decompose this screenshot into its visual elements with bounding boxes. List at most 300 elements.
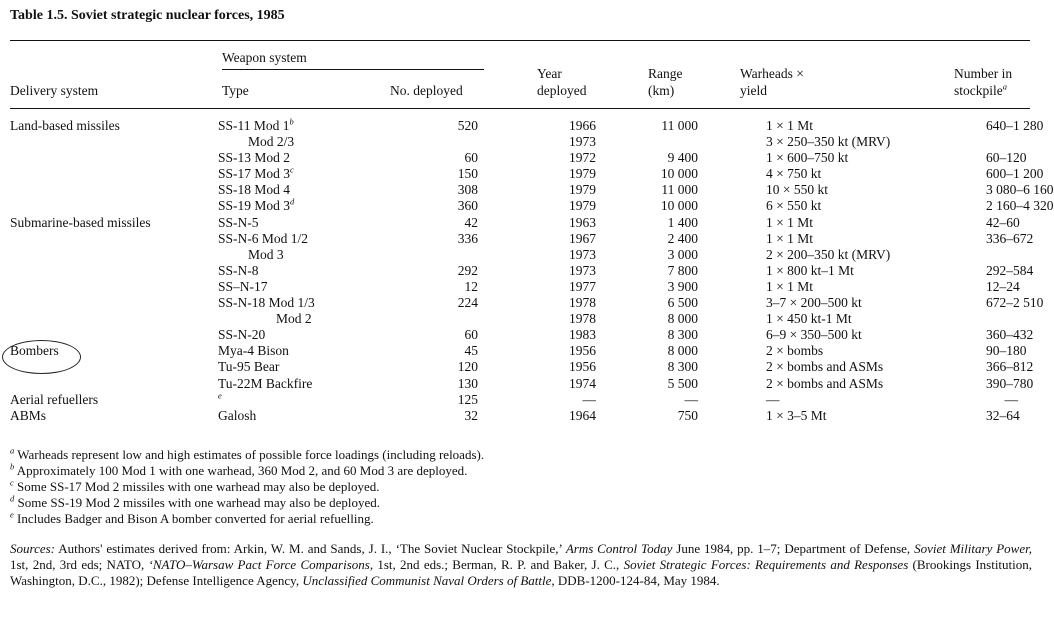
delivery-system-cell — [10, 150, 218, 166]
warheads-yield-cell — [698, 295, 986, 311]
warheads-yield-cell-text: 1 × 600–750 kt — [766, 150, 849, 166]
no-deployed-cell-text: 120 — [457, 359, 478, 375]
sources-segment: Authors' estimates derived from: Arkin, W. M. and Sands, J. I., ‘The Soviet Nuclear Stockpile,’ — [55, 541, 566, 556]
warheads-yield-cell-text: 2 × 200–350 kt (MRV) — [766, 246, 891, 262]
warheads-yield-cell-text: 1 × 3–5 Mt — [766, 407, 827, 423]
no-deployed-cell-text: 336 — [457, 230, 478, 246]
sources-segment: Soviet Strategic Forces: Requirements and Responses — [623, 557, 909, 572]
year-deployed-cell-text: 1973 — [569, 134, 596, 150]
stockpile-cell-text: 366–812 — [986, 359, 1034, 375]
no-deployed-cell — [388, 279, 478, 295]
weapon-type-cell — [218, 359, 388, 375]
footnote-mark: c — [10, 477, 14, 488]
stockpile-cell-text: — — [1004, 391, 1018, 407]
sources-note — [10, 541, 1032, 589]
year-deployed-cell — [478, 263, 638, 279]
stockpile-cell-text: 42–60 — [986, 214, 1020, 230]
year-deployed-cell-text: 1973 — [569, 262, 596, 278]
weapon-type-cell-text: SS-18 Mod 4 — [218, 182, 291, 198]
weapon-type-cell-text: Mya-4 Bison — [218, 343, 289, 359]
range-cell — [638, 408, 698, 424]
range-cell — [638, 150, 698, 166]
table-row — [10, 376, 1030, 392]
stockpile-cell — [986, 408, 1030, 424]
range-cell-text: 10 000 — [660, 198, 698, 214]
warheads-yield-cell — [698, 311, 986, 327]
range-cell — [638, 263, 698, 279]
range-cell-text: 11 000 — [661, 182, 698, 198]
no-deployed-cell — [388, 166, 478, 182]
weapon-type-cell-text: SS-N-18 Mod 1/3 — [218, 295, 315, 311]
stockpile-cell-text: 672–2 510 — [986, 295, 1044, 311]
footnote — [10, 463, 484, 479]
range-cell — [638, 376, 698, 392]
year-deployed-cell — [478, 166, 638, 182]
table-row — [10, 311, 1030, 327]
range-cell — [638, 295, 698, 311]
weapon-type-cell — [218, 150, 388, 166]
warheads-yield-cell-text: 6–9 × 350–500 kt — [766, 327, 862, 343]
year-deployed-cell-text: 1973 — [569, 246, 596, 262]
warheads-yield-cell — [698, 118, 986, 134]
weapon-type-cell — [218, 376, 388, 392]
stockpile-cell — [986, 247, 1030, 263]
stockpile-cell — [986, 134, 1030, 150]
table-row — [10, 198, 1030, 214]
warheads-yield-cell-text: 10 × 550 kt — [766, 182, 828, 198]
footnote-text: Warheads represent low and high estimates of possible force loadings (including reloads). — [17, 447, 485, 462]
year-deployed-cell — [478, 311, 638, 327]
warheads-yield-cell — [698, 134, 986, 150]
stockpile-cell — [986, 150, 1030, 166]
year-deployed-cell — [478, 408, 638, 424]
warheads-yield-cell — [698, 392, 986, 408]
stockpile-cell-text: 90–180 — [986, 343, 1027, 359]
delivery-system-cell — [10, 118, 218, 134]
weapon-type-cell-text: Galosh — [218, 407, 257, 423]
no-deployed-cell — [388, 215, 478, 231]
range-cell-text: 2 400 — [667, 230, 698, 246]
year-deployed-cell-text: 1979 — [569, 166, 596, 182]
warheads-yield-cell-text: 1 × 1 Mt — [766, 230, 813, 246]
table-row — [10, 263, 1030, 279]
stockpile-cell — [986, 118, 1044, 134]
range-cell — [638, 118, 698, 134]
delivery-system-cell — [10, 134, 218, 150]
footnote-mark: b — [289, 116, 294, 127]
warheads-yield-cell-text: 1 × 800 kt–1 Mt — [766, 262, 854, 278]
header-rule — [10, 108, 1030, 109]
range-cell — [638, 359, 698, 375]
sources-segment: Soviet Military Power, — [914, 541, 1032, 556]
no-deployed-cell — [388, 327, 478, 343]
no-deployed-cell — [388, 376, 478, 392]
footnote-mark: a — [10, 445, 15, 456]
sources-segment: Unclassified Communist Naval Orders of Battle, — [302, 573, 555, 588]
delivery-system-cell-text: Submarine-based missiles — [10, 214, 151, 230]
no-deployed-cell — [388, 392, 478, 408]
range-header-line1: Range — [648, 66, 683, 81]
warheads-yield-cell-text: 3–7 × 200–500 kt — [766, 295, 862, 311]
no-deployed-cell — [388, 118, 478, 134]
stockpile-cell — [986, 166, 1044, 182]
warheads-yield-cell-text: 2 × bombs and ASMs — [766, 359, 884, 375]
warheads-yield-cell-text: 2 × bombs and ASMs — [766, 375, 884, 391]
year-deployed-cell — [478, 247, 638, 263]
weapon-type-cell-text: SS-N-20 — [218, 327, 266, 343]
range-cell — [638, 198, 698, 214]
table-row — [10, 150, 1030, 166]
sources-segment: Arms Control Today — [565, 541, 673, 556]
range-cell-text: 3 900 — [667, 278, 698, 294]
footnote — [10, 479, 484, 495]
weapon-type-cell-text: SS-N-6 Mod 1/2 — [218, 230, 309, 246]
weapon-type-cell-text: Tu-22M Backfire — [218, 375, 313, 391]
range-cell-text: 1 400 — [667, 214, 698, 230]
weapon-type-cell-text: Mod 3 — [248, 246, 284, 262]
stockpile-cell — [986, 327, 1034, 343]
footnote-mark: e — [218, 390, 222, 401]
no-deployed-cell — [388, 182, 478, 198]
table-row — [10, 134, 1030, 150]
weapon-type-cell-text: Mod 2/3 — [248, 134, 295, 150]
warheads-yield-cell-text: 4 × 750 kt — [766, 166, 822, 182]
delivery-system-cell — [10, 231, 218, 247]
no-deployed-cell — [388, 343, 478, 359]
delivery-system-cell — [10, 392, 218, 408]
range-cell — [638, 327, 698, 343]
stockpile-cell — [986, 392, 1030, 408]
no-deployed-cell — [388, 247, 478, 263]
no-deployed-cell — [388, 198, 478, 214]
range-cell-text: 8 000 — [667, 343, 698, 359]
footnote-text: Approximately 100 Mod 1 with one warhead, 360 Mod 2, and 60 Mod 3 are deployed. — [16, 463, 468, 478]
stockpile-cell — [986, 295, 1044, 311]
no-deployed-cell-text: 150 — [457, 166, 478, 182]
year-deployed-cell-text: 1978 — [569, 295, 596, 311]
sources-segment: Sources: — [10, 541, 56, 556]
warheads-yield-cell-text: 1 × 450 kt-1 Mt — [766, 311, 852, 327]
range-cell-text: 8 300 — [667, 359, 698, 375]
no-deployed-cell-text: 292 — [457, 262, 478, 278]
table-row — [10, 392, 1030, 408]
warheads-yield-cell-text: 1 × 1 Mt — [766, 118, 813, 133]
stockpile-cell — [986, 182, 1054, 198]
warheads-yield-cell — [698, 198, 986, 214]
warheads-yield-cell — [698, 263, 986, 279]
year-deployed-cell — [478, 231, 638, 247]
no-deployed-cell — [388, 408, 478, 424]
footnote-text: Includes Badger and Bison A bomber converted for aerial refuelling. — [17, 511, 374, 526]
year-deployed-cell — [478, 150, 638, 166]
warheads-yield-cell-text: 1 × 1 Mt — [766, 214, 813, 230]
footnote-mark: d — [290, 196, 295, 207]
year-deployed-cell-text: 1979 — [569, 182, 596, 198]
warheads-yield-cell-text: 6 × 550 kt — [766, 198, 822, 214]
range-cell-text: 3 000 — [667, 246, 698, 262]
bombers-circle-annotation — [2, 340, 81, 374]
year-deployed-cell-text: 1966 — [569, 118, 596, 133]
warheads-header-line1: Warheads × — [740, 66, 804, 81]
no-deployed-cell-text: 130 — [457, 375, 478, 391]
stockpile-cell — [986, 262, 1034, 279]
year-deployed-cell — [478, 343, 638, 359]
range-cell-text: — — [684, 391, 698, 407]
stockpile-cell-text: 390–780 — [986, 375, 1034, 391]
weapon-type-cell — [218, 247, 388, 263]
stockpile-cell — [986, 215, 1030, 231]
forces-table — [10, 116, 1054, 424]
weapon-type-cell — [218, 263, 388, 279]
year-deployed-cell — [478, 198, 638, 214]
sources-segment: (Brookings Institution, Washington, D.C., 1982); Defense Intelligence Agency, — [10, 557, 1033, 588]
year-deployed-cell — [478, 376, 638, 392]
year-deployed-cell — [478, 182, 638, 198]
weapon-type-cell — [218, 182, 388, 198]
year-deployed-cell-text: 1963 — [569, 214, 596, 230]
stockpile-cell — [986, 230, 1034, 247]
no-deployed-cell-text: 125 — [457, 391, 478, 407]
year-deployed-cell — [478, 327, 638, 343]
no-deployed-cell-text: 45 — [464, 343, 478, 359]
delivery-system-cell — [10, 215, 218, 231]
sources-segment: ‘NATO–Warsaw Pact Force Comparisons, — [148, 557, 374, 572]
weapon-type-cell — [218, 343, 388, 359]
table-row — [10, 408, 1030, 424]
warheads-yield-cell-text: — — [766, 391, 780, 407]
warheads-yield-cell-text: 1 × 1 Mt — [766, 278, 813, 294]
range-cell — [638, 247, 698, 263]
range-cell-text: 11 000 — [661, 118, 698, 133]
weapon-type-cell-text: SS-17 Mod 3 — [218, 166, 291, 182]
no-deployed-cell — [388, 359, 478, 375]
footnote-text: Some SS-17 Mod 2 missiles with one warhead may also be deployed. — [17, 479, 380, 494]
type-header: Type — [222, 83, 249, 98]
footnote-mark: b — [10, 461, 15, 472]
year-deployed-cell-text: 1972 — [569, 150, 596, 166]
year-header-line2: deployed — [537, 83, 587, 98]
delivery-system-cell-text: Bombers — [10, 343, 59, 359]
year-deployed-cell-text: — — [582, 391, 596, 407]
top-rule — [10, 40, 1030, 41]
year-deployed-cell — [478, 118, 638, 134]
table-row — [10, 166, 1030, 182]
no-deployed-cell-text: 224 — [457, 295, 478, 311]
range-cell — [638, 311, 698, 327]
year-deployed-cell — [478, 279, 638, 295]
range-cell — [638, 182, 698, 198]
footnote — [10, 495, 484, 511]
range-cell — [638, 343, 698, 359]
delivery-system-cell — [10, 198, 218, 214]
weapon-type-cell-text: SS-19 Mod 3 — [218, 198, 291, 214]
warheads-yield-cell-text: 3 × 250–350 kt (MRV) — [766, 134, 891, 150]
table-row — [10, 295, 1030, 311]
table-row — [10, 182, 1030, 198]
weapon-system-header: Weapon system — [222, 50, 307, 65]
stockpile-cell — [986, 279, 1030, 295]
stockpile-cell — [986, 359, 1034, 375]
stockpile-cell — [986, 198, 1054, 214]
weapon-type-cell — [218, 166, 388, 182]
footnote-text: Some SS-19 Mod 2 missiles with one warhead may also be deployed. — [17, 495, 381, 510]
warheads-yield-cell — [698, 343, 986, 359]
warheads-yield-cell — [698, 231, 986, 247]
table-row — [10, 118, 1030, 134]
year-deployed-cell-text: 1967 — [569, 230, 596, 246]
range-cell-text: 750 — [677, 407, 698, 423]
warheads-yield-cell — [698, 327, 986, 343]
stockpile-cell-text: 292–584 — [986, 262, 1034, 278]
no-deployed-cell-text: 520 — [457, 118, 478, 133]
warheads-yield-cell — [698, 247, 986, 263]
delivery-system-cell — [10, 376, 218, 392]
warheads-header-line2: yield — [740, 83, 767, 98]
year-deployed-cell — [478, 295, 638, 311]
footnotes — [10, 447, 484, 527]
no-deployed-cell — [388, 134, 478, 150]
warheads-yield-cell — [698, 182, 986, 198]
warheads-yield-cell — [698, 359, 986, 375]
stockpile-cell — [986, 375, 1034, 392]
range-cell-text: 10 000 — [660, 166, 698, 182]
warheads-yield-cell — [698, 279, 986, 295]
no-deployed-cell-text: 360 — [457, 198, 478, 214]
year-deployed-cell — [478, 134, 638, 150]
sources-segment: DDB-1200-124-84, May 1984. — [554, 573, 720, 588]
weapon-type-cell — [218, 118, 388, 134]
no-deployed-cell — [388, 263, 478, 279]
stockpile-cell-text: 32–64 — [986, 407, 1020, 423]
no-deployed-cell — [388, 231, 478, 247]
weapon-type-cell-text: SS–N-17 — [218, 278, 268, 294]
stockpile-header-line2: stockpile$^a$ — [954, 81, 1007, 98]
footnote-mark: d — [10, 493, 15, 504]
no-deployed-header: No. deployed — [390, 83, 463, 98]
weapon-type-cell-text: Tu-95 Bear — [218, 359, 280, 375]
sources-segment: 1st, 2nd eds.; Berman, R. P. and Baker, J. C., — [373, 557, 624, 572]
range-cell-text: 9 400 — [667, 150, 698, 166]
warheads-yield-cell — [698, 166, 986, 182]
range-cell — [638, 392, 698, 408]
footnote-mark: c — [290, 164, 294, 175]
year-deployed-cell-text: 1956 — [569, 343, 596, 359]
table-row — [10, 327, 1030, 343]
warheads-yield-cell — [698, 150, 986, 166]
range-cell-text: 7 800 — [667, 262, 698, 278]
delivery-system-cell — [10, 247, 218, 263]
delivery-system-cell-text: Aerial refuellers — [10, 391, 99, 407]
table-title: Table 1.5. Soviet strategic nuclear forces, 1985 — [10, 8, 285, 23]
weapon-type-cell — [218, 279, 388, 295]
stockpile-cell-text: 336–672 — [986, 230, 1034, 246]
weapon-type-cell-text: SS-11 Mod 1 — [218, 118, 290, 133]
warheads-yield-cell — [698, 408, 986, 424]
year-deployed-cell-text: 1964 — [569, 407, 596, 423]
range-cell — [638, 215, 698, 231]
delivery-system-cell-text: ABMs — [10, 407, 47, 423]
weapon-type-cell — [218, 408, 388, 424]
stockpile-cell-text: 12–24 — [986, 278, 1020, 294]
footnote — [10, 511, 484, 527]
year-deployed-cell — [478, 359, 638, 375]
warheads-yield-cell-text: 2 × bombs — [766, 343, 824, 359]
stockpile-cell-text: 3 080–6 160 — [986, 182, 1054, 198]
range-cell-text: 6 500 — [667, 295, 698, 311]
delivery-system-cell — [10, 295, 218, 311]
delivery-system-cell — [10, 182, 218, 198]
range-cell-text: 8 000 — [667, 311, 698, 327]
no-deployed-cell — [388, 295, 478, 311]
delivery-system-cell — [10, 263, 218, 279]
no-deployed-cell-text: 12 — [464, 278, 478, 294]
year-deployed-cell — [478, 392, 638, 408]
no-deployed-cell — [388, 150, 478, 166]
stockpile-cell — [986, 311, 1030, 327]
stockpile-cell-text: 600–1 200 — [986, 166, 1044, 182]
table-row — [10, 231, 1030, 247]
range-cell-text: 8 300 — [667, 327, 698, 343]
range-cell — [638, 166, 698, 182]
weapon-type-cell-text: SS-N-8 — [218, 262, 259, 278]
footnote-mark: a — [1002, 81, 1007, 92]
delivery-system-cell — [10, 279, 218, 295]
stockpile-header-line1: Number in — [954, 66, 1013, 81]
range-header-line2: (km) — [648, 83, 675, 98]
range-cell — [638, 279, 698, 295]
no-deployed-cell-text: 42 — [464, 214, 478, 230]
weapon-type-cell — [218, 295, 388, 311]
range-cell — [638, 231, 698, 247]
year-deployed-cell-text: 1974 — [569, 375, 596, 391]
year-deployed-cell-text: 1983 — [569, 327, 596, 343]
no-deployed-cell-text: 32 — [464, 407, 478, 423]
range-cell — [638, 134, 698, 150]
no-deployed-cell-text: 60 — [464, 327, 478, 343]
no-deployed-cell — [388, 311, 478, 327]
stockpile-cell-text: 60–120 — [986, 150, 1027, 166]
stockpile-cell-text: 360–432 — [986, 327, 1034, 343]
table-row — [10, 247, 1030, 263]
table-row — [10, 359, 1030, 375]
year-deployed-cell — [478, 215, 638, 231]
range-cell-text: 5 500 — [667, 375, 698, 391]
year-header-line1: Year — [537, 66, 562, 81]
sources-segment: 1st, 2nd, 3rd eds; NATO, — [10, 557, 149, 572]
delivery-system-cell-text: Land-based missiles — [10, 118, 120, 133]
delivery-system-cell — [10, 311, 218, 327]
year-deployed-cell-text: 1977 — [569, 278, 596, 294]
stockpile-cell — [986, 343, 1030, 359]
weapon-type-cell-text: Mod 2 — [276, 311, 312, 327]
weapon-type-cell — [218, 215, 388, 231]
stockpile-cell-text: 2 160–4 320 — [986, 198, 1054, 214]
weapon-type-cell — [218, 311, 388, 327]
table-row — [10, 215, 1030, 231]
weapon-type-cell — [218, 134, 388, 150]
weapon-type-cell-text: SS-13 Mod 2 — [218, 150, 291, 166]
weapon-type-cell — [218, 198, 388, 214]
sources-segment: June 1984, pp. 1–7; Department of Defense, — [672, 541, 915, 556]
delivery-system-cell — [10, 166, 218, 182]
footnote-mark: e — [10, 509, 14, 520]
delivery-system-cell — [10, 408, 218, 424]
table-row — [10, 343, 1030, 359]
warheads-yield-cell — [698, 376, 986, 392]
year-deployed-cell-text: 1978 — [569, 311, 596, 327]
warheads-yield-cell — [698, 215, 986, 231]
year-deployed-cell-text: 1956 — [569, 359, 596, 375]
